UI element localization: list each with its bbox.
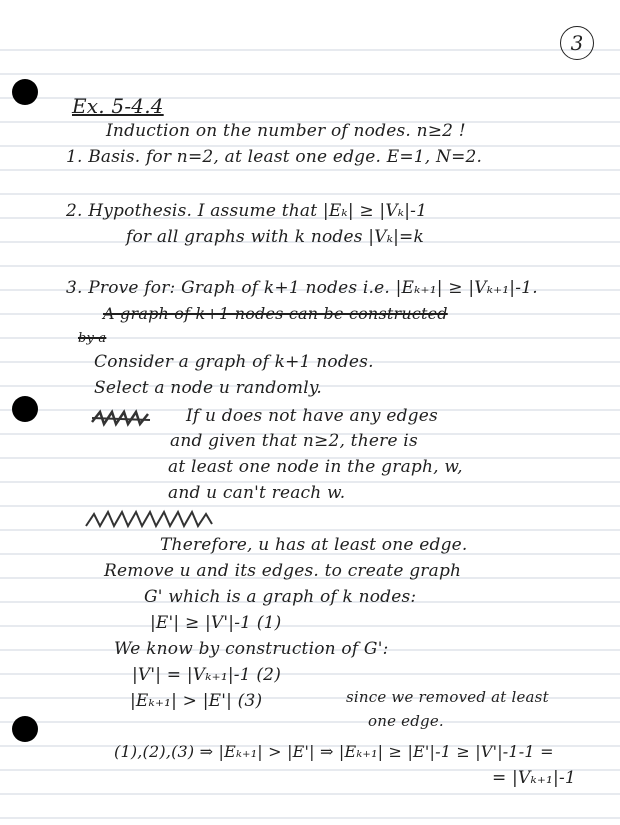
equation-2: |V'| = |Vₖ₊₁|-1 (2) <box>132 665 282 685</box>
punch-hole-top <box>12 79 38 105</box>
line-we-know: We know by construction of G': <box>114 639 389 659</box>
line-since: since we removed at least <box>346 688 549 706</box>
line-given: and given that n≥2, there is <box>170 431 418 451</box>
equation-3: |Eₖ₊₁| > |E'| (3) <box>130 691 263 711</box>
line-at-least: at least one node in the graph, w, <box>168 457 463 477</box>
scribble-mark-1 <box>90 408 154 430</box>
line-select: Select a node u randomly. <box>94 378 323 398</box>
line-prove: 3. Prove for: Graph of k+1 nodes i.e. |Eₖ₊₁| ≥ |Vₖ₊₁|-1. <box>66 278 538 298</box>
line-cant-reach: and u can't reach w. <box>168 483 346 503</box>
line-therefore: Therefore, u has at least one edge. <box>160 535 468 555</box>
line-one-edge: one edge. <box>368 712 444 730</box>
equation-1: |E'| ≥ |V'|-1 (1) <box>150 613 282 633</box>
line-hypothesis-cont: for all graphs with k nodes |Vₖ|=k <box>126 227 424 247</box>
line-remove: Remove u and its edges. to create graph <box>104 561 462 581</box>
page-number: 3 <box>560 26 594 60</box>
line-crossed-out-2: by a <box>78 331 107 346</box>
punch-hole-bottom <box>12 716 38 742</box>
line-g-prime: G' which is a graph of k nodes: <box>144 587 417 607</box>
line-if-u: If u does not have any edges <box>186 406 438 426</box>
line-final: = |Vₖ₊₁|-1 <box>492 768 576 788</box>
line-conclusion: (1),(2),(3) ⇒ |Eₖ₊₁| > |E'| ⇒ |Eₖ₊₁| ≥ |E'|-1 ≥ |V'|-1-1 = <box>114 742 554 761</box>
line-crossed-out-1: A graph of k+1 nodes can be constructed <box>103 304 448 323</box>
scribble-mark-2 <box>84 508 216 532</box>
line-induction: Induction on the number of nodes. n≥2 ! <box>106 121 466 141</box>
exercise-title: Ex. 5-4.4 <box>72 94 164 118</box>
punch-hole-middle <box>12 396 38 422</box>
line-consider: Consider a graph of k+1 nodes. <box>94 352 374 372</box>
line-basis: 1. Basis. for n=2, at least one edge. E=1, N=2. <box>66 147 483 167</box>
line-hypothesis: 2. Hypothesis. I assume that |Eₖ| ≥ |Vₖ|-1 <box>66 201 428 221</box>
